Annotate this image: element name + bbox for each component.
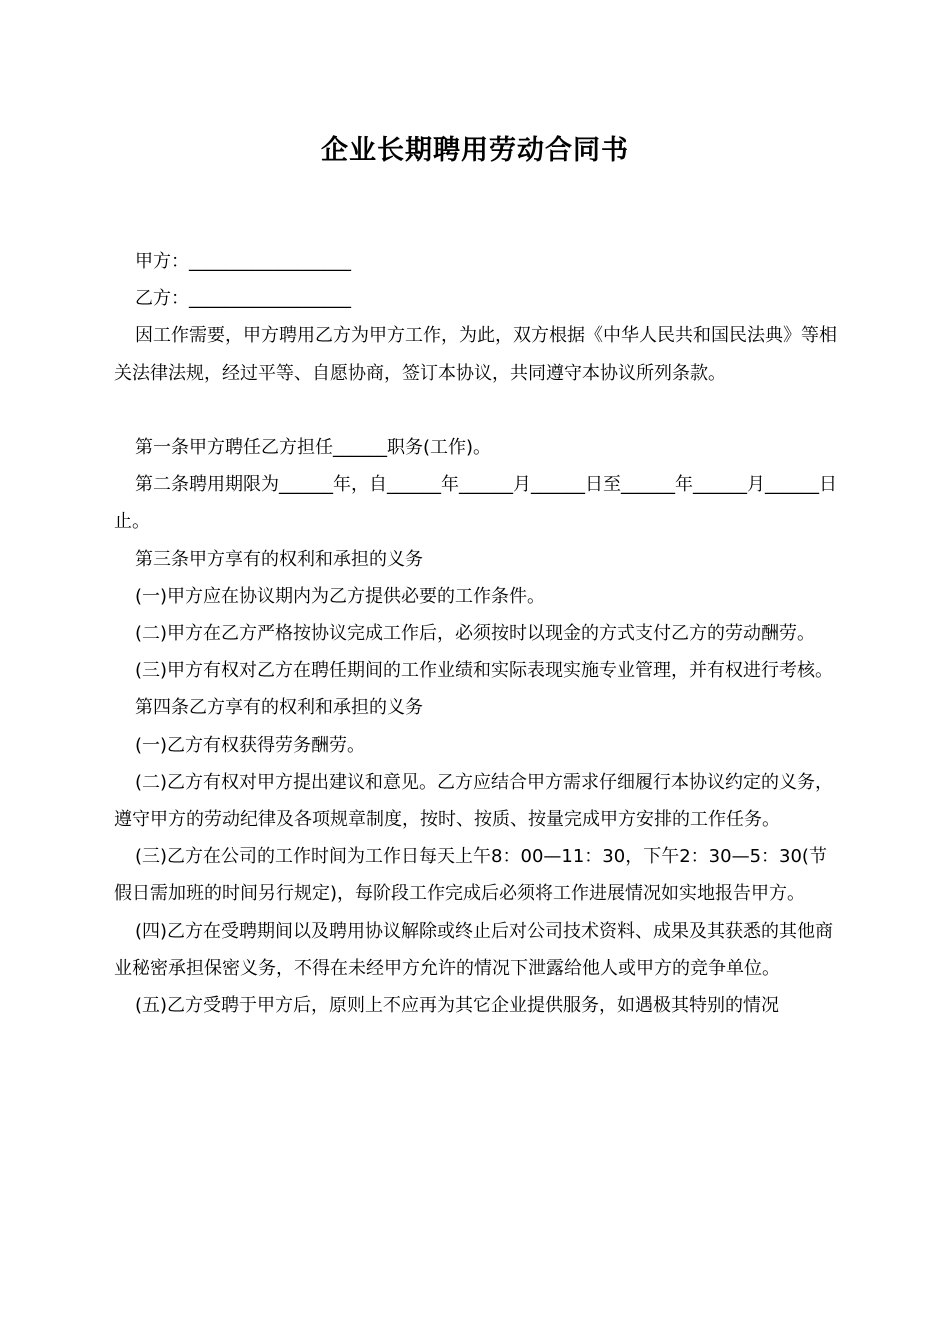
article-4-item-2: (二)乙方有权对甲方提出建议和意见。乙方应结合甲方需求仔细履行本协议约定的义务，遵守甲方的劳动纪律及各项规章制度，按时、按质、按量完成甲方安排的工作任务。 bbox=[114, 771, 834, 831]
article-3-item-3: (三)甲方有权对乙方在聘任期间的工作业绩和实际表现实施专业管理，并有权进行考核。 bbox=[135, 660, 834, 682]
article-4-item-4: (四)乙方在受聘期间以及聘用协议解除或终止后对公司技术资料、成果及其获悉的其他商业秘密承担保密义务，不得在未经甲方允许的情况下泄露给他人或甲方的竞争单位。 bbox=[114, 920, 834, 979]
article-3-heading: 第三条甲方享有的权利和承担的义务 bbox=[135, 548, 423, 570]
article-4-item-1: (一)乙方有权获得劳务酬劳。 bbox=[135, 734, 366, 756]
document-body bbox=[114, 243, 844, 1024]
article-3-item-2: (二)甲方在乙方严格按协议完成工作后，必须按时以现金的方式支付乙方的劳动酬劳。 bbox=[135, 623, 816, 645]
article-2: 第二条聘用期限为______年，自______年______月______日至______年______月______日止。 bbox=[114, 474, 837, 533]
article-4-item-5: (五)乙方受聘于甲方后，原则上不应再为其它企业提供服务，如遇极其特别的情况 bbox=[135, 995, 780, 1017]
party-b-line: 乙方：__________________ bbox=[135, 288, 351, 310]
document-title: 企业长期聘用劳动合同书 bbox=[321, 135, 629, 166]
article-4-item-3: (三)乙方在公司的工作时间为工作日每天上午8：00—11：30，下午2：30—5：30(节假日需加班的时间另行规定)，每阶段工作完成后必须将工作进展情况如实地报告甲方。 bbox=[114, 846, 827, 905]
article-1: 第一条甲方聘任乙方担任______职务(工作)。 bbox=[135, 437, 492, 458]
article-3-item-1: (一)甲方应在协议期内为乙方提供必要的工作条件。 bbox=[135, 585, 546, 607]
article-4-heading: 第四条乙方享有的权利和承担的义务 bbox=[135, 697, 423, 719]
preamble-paragraph: 因工作需要，甲方聘用乙方为甲方工作，为此，双方根据《中华人民共和国民法典》等相关法律法规，经过平等、自愿协商，签订本协议，共同遵守本协议所列条款。 bbox=[114, 325, 837, 384]
paragraph-spacer bbox=[114, 392, 844, 429]
party-a-line: 甲方：__________________ bbox=[135, 251, 351, 272]
